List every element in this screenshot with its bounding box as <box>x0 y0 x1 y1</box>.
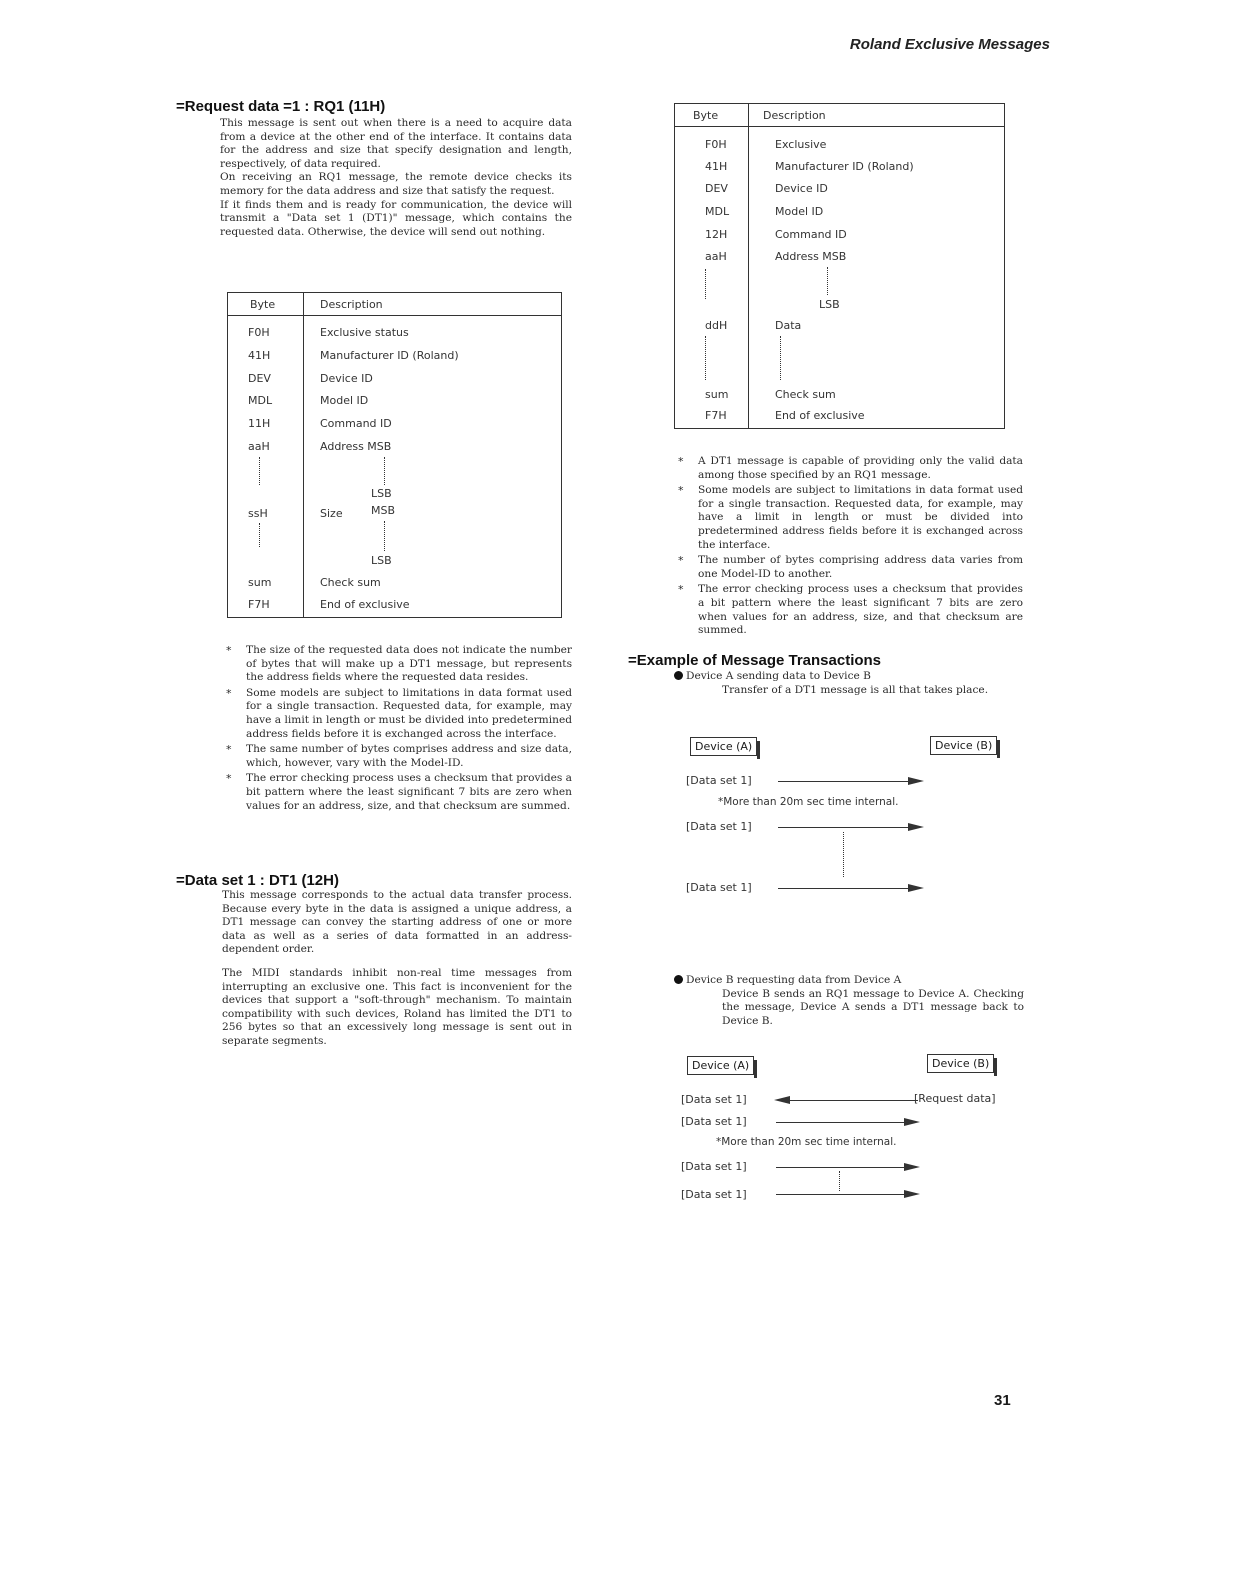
bullet-icon <box>674 975 683 984</box>
table-cell-description: Size <box>320 507 343 520</box>
table-cell-description: LSB <box>371 554 392 567</box>
table-cell-byte: MDL <box>248 394 273 407</box>
rq1-paragraph: On receiving an RQ1 message, the remote device checks its memory for the data address and size that satisfy the request. <box>220 171 572 197</box>
table-cell-byte: 12H <box>705 228 728 241</box>
table-cell-description: Exclusive status <box>320 326 409 339</box>
table-cell-description: End of exclusive <box>320 598 410 611</box>
table-cell-byte: aaH <box>705 250 727 263</box>
rq1-heading: =Request data =1 : RQ1 (11H) <box>176 98 386 115</box>
case1-title: Device A sending data to Device B <box>686 670 871 682</box>
table-cell-description: Data <box>775 319 802 332</box>
table-header-description: Description <box>320 298 383 311</box>
list-item: * The error checking process uses a checksum that provides a bit pattern where the least significant 7 bits are zero when values for an address, size, and that checksum are summed. <box>226 772 572 812</box>
case1-description: Transfer of a DT1 message is all that takes place. <box>722 683 989 696</box>
table-cell-description: Device ID <box>320 372 373 385</box>
arrow-right-icon <box>776 1194 904 1195</box>
list-item: * The same number of bytes comprises address and size data, which, however, vary with the Model-ID. <box>226 743 572 769</box>
list-item: * Some models are subject to limitations in data format used for a single transaction. Requested data, for example, may have a limit in length or must be divided into predetermined address fields before it is exchanged across the interface. <box>226 686 572 740</box>
rq1-byte-table <box>227 292 562 618</box>
arrow-right-icon <box>778 888 908 889</box>
list-item: * The size of the requested data does not indicate the number of bytes that will make up a DT1 message, but represents the address fields where the requested data resides. <box>226 644 572 684</box>
table-header-row <box>675 104 1004 127</box>
table-cell-description: Command ID <box>775 228 847 241</box>
data-set-label: [Data set 1] <box>681 1160 747 1173</box>
rq1-description <box>220 117 572 239</box>
table-cell-description: Exclusive <box>775 138 827 151</box>
table-cell-description: Device ID <box>775 182 828 195</box>
table-cell-description: MSB <box>371 504 396 517</box>
data-set-label: [Data set 1] <box>681 1188 747 1201</box>
table-header-byte: Byte <box>250 298 276 311</box>
table-cell-byte: F7H <box>248 598 270 611</box>
list-item: * The number of bytes comprising address data varies from one Model-ID to another. <box>678 554 1023 580</box>
interval-note: *More than 20m sec time internal. <box>718 796 899 808</box>
dt1-byte-table <box>674 103 1005 429</box>
page-number: 31 <box>994 1392 1011 1409</box>
dt1-heading: =Data set 1 : DT1 (12H) <box>176 872 339 889</box>
device-b-box: Device (B) <box>927 1054 994 1073</box>
dt1-description <box>222 889 572 1049</box>
device-b-box: Device (B) <box>930 736 997 755</box>
table-cell-byte: F0H <box>248 326 270 339</box>
data-set-label: [Data set 1] <box>681 1093 747 1106</box>
table-cell-byte: 11H <box>248 417 271 430</box>
data-set-label: [Data set 1] <box>686 820 752 833</box>
table-cell-description: Manufacturer ID (Roland) <box>320 349 459 362</box>
bullet-icon <box>674 671 683 680</box>
table-cell-description: End of exclusive <box>775 409 865 422</box>
table-cell-byte: MDL <box>705 205 730 218</box>
table-cell-byte: aaH <box>248 440 270 453</box>
dt1-paragraph: The MIDI standards inhibit non-real time messages from interrupting an exclusive one. This fact is inconvenient for the devices that support a "soft-through" mechanism. To maintain compatibility with such devices, Roland has limited the DT1 to 256 bytes so that an excessively long message is sent out in separate segments. <box>222 966 572 1047</box>
dt1-notes <box>674 455 1023 640</box>
device-a-box: Device (A) <box>690 737 757 756</box>
table-cell-byte: sum <box>705 388 729 401</box>
interval-note: *More than 20m sec time internal. <box>716 1136 897 1148</box>
arrow-right-icon <box>776 1167 904 1168</box>
table-cell-byte: DEV <box>248 372 271 385</box>
case1-text <box>674 670 1034 697</box>
case2-title: Device B requesting data from Device A <box>686 974 902 986</box>
rq1-notes <box>222 644 572 815</box>
table-cell-description: Model ID <box>320 394 369 407</box>
table-cell-byte: sum <box>248 576 272 589</box>
table-cell-description: Model ID <box>775 205 824 218</box>
list-item: * Some models are subject to limitations in data format used for a single transaction. Requested data, for example, may have a limit in length or must be divided into predetermined address fields before it is exchanged across the interface. <box>678 484 1023 551</box>
table-cell-description: LSB <box>371 487 392 500</box>
table-cell-description: Check sum <box>320 576 381 589</box>
table-cell-description: Command ID <box>320 417 392 430</box>
running-header: Roland Exclusive Messages <box>849 36 1050 53</box>
device-a-box: Device (A) <box>687 1056 754 1075</box>
request-data-label: [Request data] <box>914 1092 996 1105</box>
table-cell-byte: DEV <box>705 182 728 195</box>
table-cell-byte: ssH <box>248 507 268 520</box>
list-item: * A DT1 message is capable of providing only the valid data among those specified by an RQ1 message. <box>678 455 1023 481</box>
data-set-label: [Data set 1] <box>681 1115 747 1128</box>
rq1-paragraph: This message is sent out when there is a need to acquire data from a device at the other end of the interface. It contains data for the address and size that specify designation and length, respectively, of data required. <box>220 117 572 170</box>
arrow-right-icon <box>776 1122 904 1123</box>
rq1-paragraph: If it finds them and is ready for communication, the device will transmit a "Data set 1 (DT1)" message, which contains the requested data. Otherwise, the device will send out nothing. <box>220 198 572 238</box>
arrow-right-icon <box>778 827 908 828</box>
case2-text <box>674 974 1024 1028</box>
table-header-byte: Byte <box>693 109 719 122</box>
table-cell-byte: 41H <box>705 160 728 173</box>
table-cell-description: Manufacturer ID (Roland) <box>775 160 914 173</box>
table-cell-description: Address MSB <box>320 440 392 453</box>
table-cell-description: LSB <box>819 298 840 311</box>
table-cell-byte: F0H <box>705 138 727 151</box>
data-set-label: [Data set 1] <box>686 774 752 787</box>
table-header-description: Description <box>763 109 826 122</box>
table-cell-byte: 41H <box>248 349 271 362</box>
example-heading: =Example of Message Transactions <box>628 652 882 669</box>
case2-description: Device B sends an RQ1 message to Device A. Checking the message, Device A sends a DT1 message back to Device B. <box>722 987 1024 1027</box>
table-cell-description: Check sum <box>775 388 836 401</box>
arrow-left-icon <box>790 1100 918 1101</box>
table-cell-description: Address MSB <box>775 250 847 263</box>
table-cell-byte: ddH <box>705 319 728 332</box>
dt1-paragraph: This message corresponds to the actual data transfer process. Because every byte in the data is assigned a unique address, a DT1 message can convey the starting address of one or more data as well as a series of data formatted in an address-dependent order. <box>222 889 572 956</box>
table-cell-byte: F7H <box>705 409 727 422</box>
table-header-row <box>228 293 561 316</box>
data-set-label: [Data set 1] <box>686 881 752 894</box>
arrow-right-icon <box>778 781 908 782</box>
list-item: * The error checking process uses a checksum that provides a bit pattern where the least significant 7 bits are zero when values for an address, size, and that checksum are summed. <box>678 583 1023 637</box>
